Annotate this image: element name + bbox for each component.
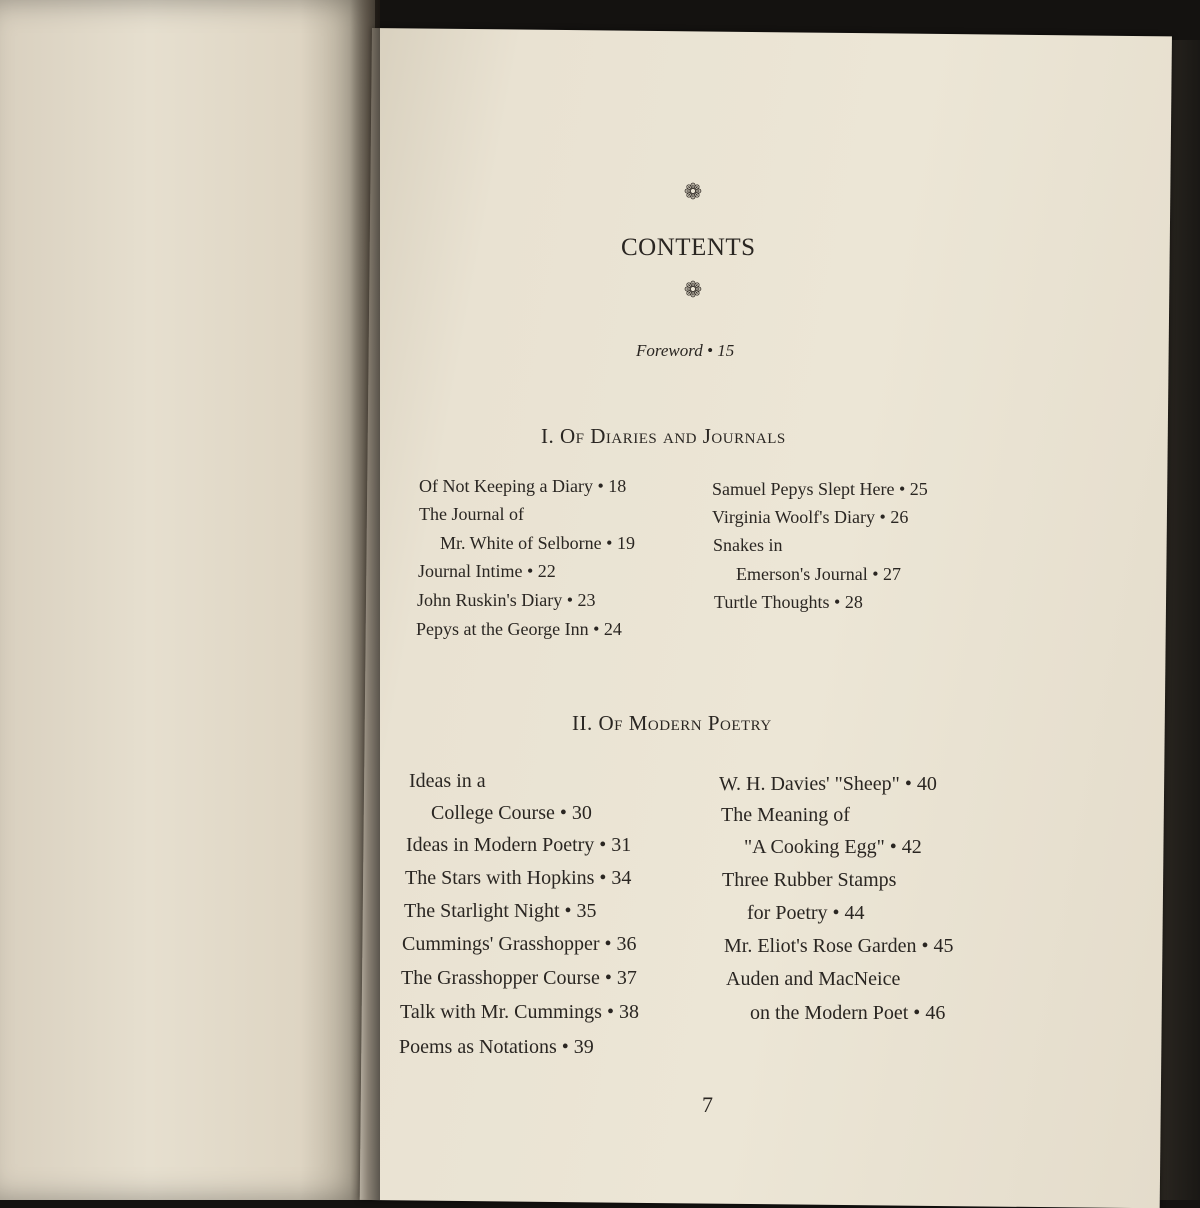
flower-ornament-icon: ❁	[683, 180, 703, 205]
toc-entry: Poems as Notations • 39	[399, 1036, 594, 1058]
contents-title: CONTENTS	[621, 234, 756, 261]
toc-entry: The Meaning of	[721, 804, 850, 826]
toc-entry: Three Rubber Stamps	[722, 869, 897, 891]
flower-ornament-icon: ❁	[683, 278, 703, 303]
toc-entry: John Ruskin's Diary • 23	[417, 590, 596, 610]
toc-entry: W. H. Davies' "Sheep" • 40	[719, 773, 937, 795]
toc-entry: The Stars with Hopkins • 34	[405, 867, 632, 889]
toc-entry: Cummings' Grasshopper • 36	[402, 933, 637, 955]
toc-entry: Emerson's Journal • 27	[736, 564, 902, 584]
toc-entry: Talk with Mr. Cummings • 38	[400, 1001, 639, 1023]
toc-entry: Snakes in	[713, 535, 783, 555]
toc-entry: "A Cooking Egg" • 42	[744, 836, 922, 858]
toc-entry: The Grasshopper Course • 37	[401, 967, 637, 989]
toc-entry: Auden and MacNeice	[726, 968, 901, 990]
toc-entry: Mr. White of Selborne • 19	[440, 533, 635, 553]
toc-entry: for Poetry • 44	[747, 902, 865, 924]
page-number: 7	[702, 1092, 713, 1117]
book-gutter	[350, 0, 380, 1200]
toc-entry: on the Modern Poet • 46	[750, 1002, 946, 1024]
section-2-heading: II. Of Modern Poetry	[572, 711, 772, 735]
toc-entry: Turtle Thoughts • 28	[714, 592, 863, 612]
toc-entry: Mr. Eliot's Rose Garden • 45	[724, 935, 954, 957]
toc-entry: Virginia Woolf's Diary • 26	[712, 507, 909, 527]
toc-entry: Ideas in Modern Poetry • 31	[406, 834, 632, 856]
toc-entry: The Journal of	[419, 504, 524, 524]
toc-entry: College Course • 30	[431, 802, 592, 824]
toc-entry: The Starlight Night • 35	[404, 900, 597, 922]
section-1-heading: I. Of Diaries and Journals	[541, 424, 786, 448]
foreword-entry: Foreword • 15	[636, 341, 735, 360]
toc-entry: Journal Intime • 22	[418, 561, 556, 581]
toc-entry: Ideas in a	[409, 770, 486, 792]
toc-entry: Of Not Keeping a Diary • 18	[419, 476, 627, 496]
toc-entry: Samuel Pepys Slept Here • 25	[712, 479, 928, 499]
toc-entry: Pepys at the George Inn • 24	[416, 619, 622, 639]
left-page	[0, 0, 375, 1200]
right-page	[360, 28, 1172, 1208]
